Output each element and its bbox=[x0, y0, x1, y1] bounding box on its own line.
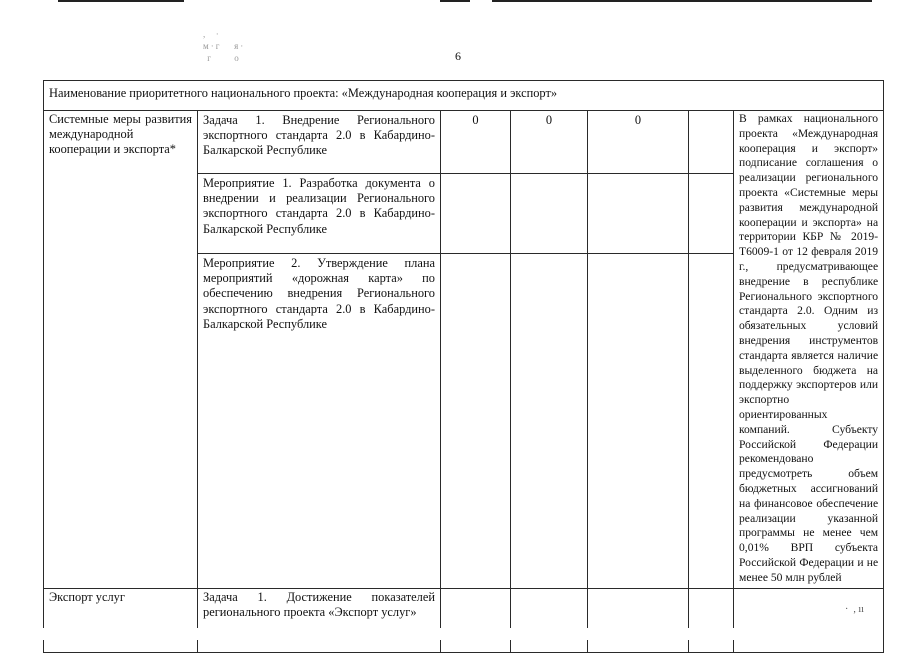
scan-smudge: , · м·г я· г о bbox=[203, 29, 246, 63]
empty-cell bbox=[511, 588, 588, 652]
value-column-2 bbox=[511, 111, 588, 589]
row-name-cell: Экспорт услуг bbox=[44, 588, 198, 652]
value-column-4 bbox=[689, 111, 734, 589]
empty-cell bbox=[511, 254, 587, 579]
tasks-cell bbox=[198, 111, 441, 589]
scan-speck: · , ıı bbox=[845, 604, 864, 615]
task-text: Задача 1. Достижение показателей регионального проекта «Экспорт услуг» bbox=[198, 588, 441, 652]
value-cell: 0 bbox=[511, 111, 587, 174]
empty-cell bbox=[441, 174, 510, 254]
measure-2-text: Мероприятие 2. Утверждение плана мероприятий «дорожная карта» по обеспечению внедрения Регионального экспортного стандарта 2.0 в Кабардино-Балкарской Республике bbox=[203, 256, 435, 331]
table-row bbox=[44, 111, 884, 589]
measure-1-text: Мероприятие 1. Разработка документа о внедрении и реализации Регионального экспортного стандарта 2.0 в Кабардино-Балкарской Республике bbox=[198, 174, 440, 254]
empty-cell bbox=[511, 174, 587, 254]
empty-cell bbox=[441, 588, 511, 652]
value-column-1 bbox=[441, 111, 511, 589]
empty-cell bbox=[588, 174, 688, 254]
value-cell: 0 bbox=[588, 111, 688, 174]
program-table bbox=[43, 80, 884, 653]
table-header-row bbox=[44, 81, 884, 111]
value-column-3 bbox=[588, 111, 689, 589]
empty-cell bbox=[734, 588, 884, 652]
empty-cell bbox=[588, 588, 689, 652]
empty-cell bbox=[441, 254, 510, 579]
value-cell: 0 bbox=[441, 111, 510, 174]
table-row bbox=[44, 588, 884, 652]
note-cell: В рамках национального проекта «Международная кооперация и экспорт» подписание соглашения о реализации регионального проекта «Системные меры развития международной кооперации и экспорта» на территории КБР № 2019-Т6009-1 от 12 февраля 2019 г., предусматривающее внедрение в республике Регионального экспортного стандарта 2.0. Одним из обязательных условий внедрения инструментов стандарта является наличие выделенного бюджета на поддержку экспортеров или экспортно ориентированных компаний. Субъекту Российской Федерации рекомендовано предусмотреть объем бюджетных ассигнований на финансовое обеспечение реализации указанной программы не менее чем 0,01% ВРП субъекта Российской Федерации и не менее 50 млн рублей bbox=[734, 111, 884, 589]
empty-cell bbox=[689, 588, 734, 652]
scan-mark-right bbox=[492, 0, 872, 2]
page-bottom-edge bbox=[43, 628, 883, 640]
empty-cell bbox=[689, 174, 733, 254]
empty-cell bbox=[689, 254, 733, 579]
project-header: Наименование приоритетного национального проекта: «Международная кооперация и экспорт» bbox=[44, 81, 884, 111]
empty-cell bbox=[689, 111, 733, 174]
row-name-cell: Системные меры развития международной кооперации и экспорта* bbox=[44, 111, 198, 589]
page-number: 6 bbox=[455, 49, 461, 63]
scan-mark-middle bbox=[440, 0, 470, 2]
empty-cell bbox=[588, 254, 688, 579]
scan-mark-left bbox=[58, 0, 184, 2]
task-1-text: Задача 1. Внедрение Регионального экспортного стандарта 2.0 в Кабардино-Балкарской Республике bbox=[198, 111, 440, 174]
